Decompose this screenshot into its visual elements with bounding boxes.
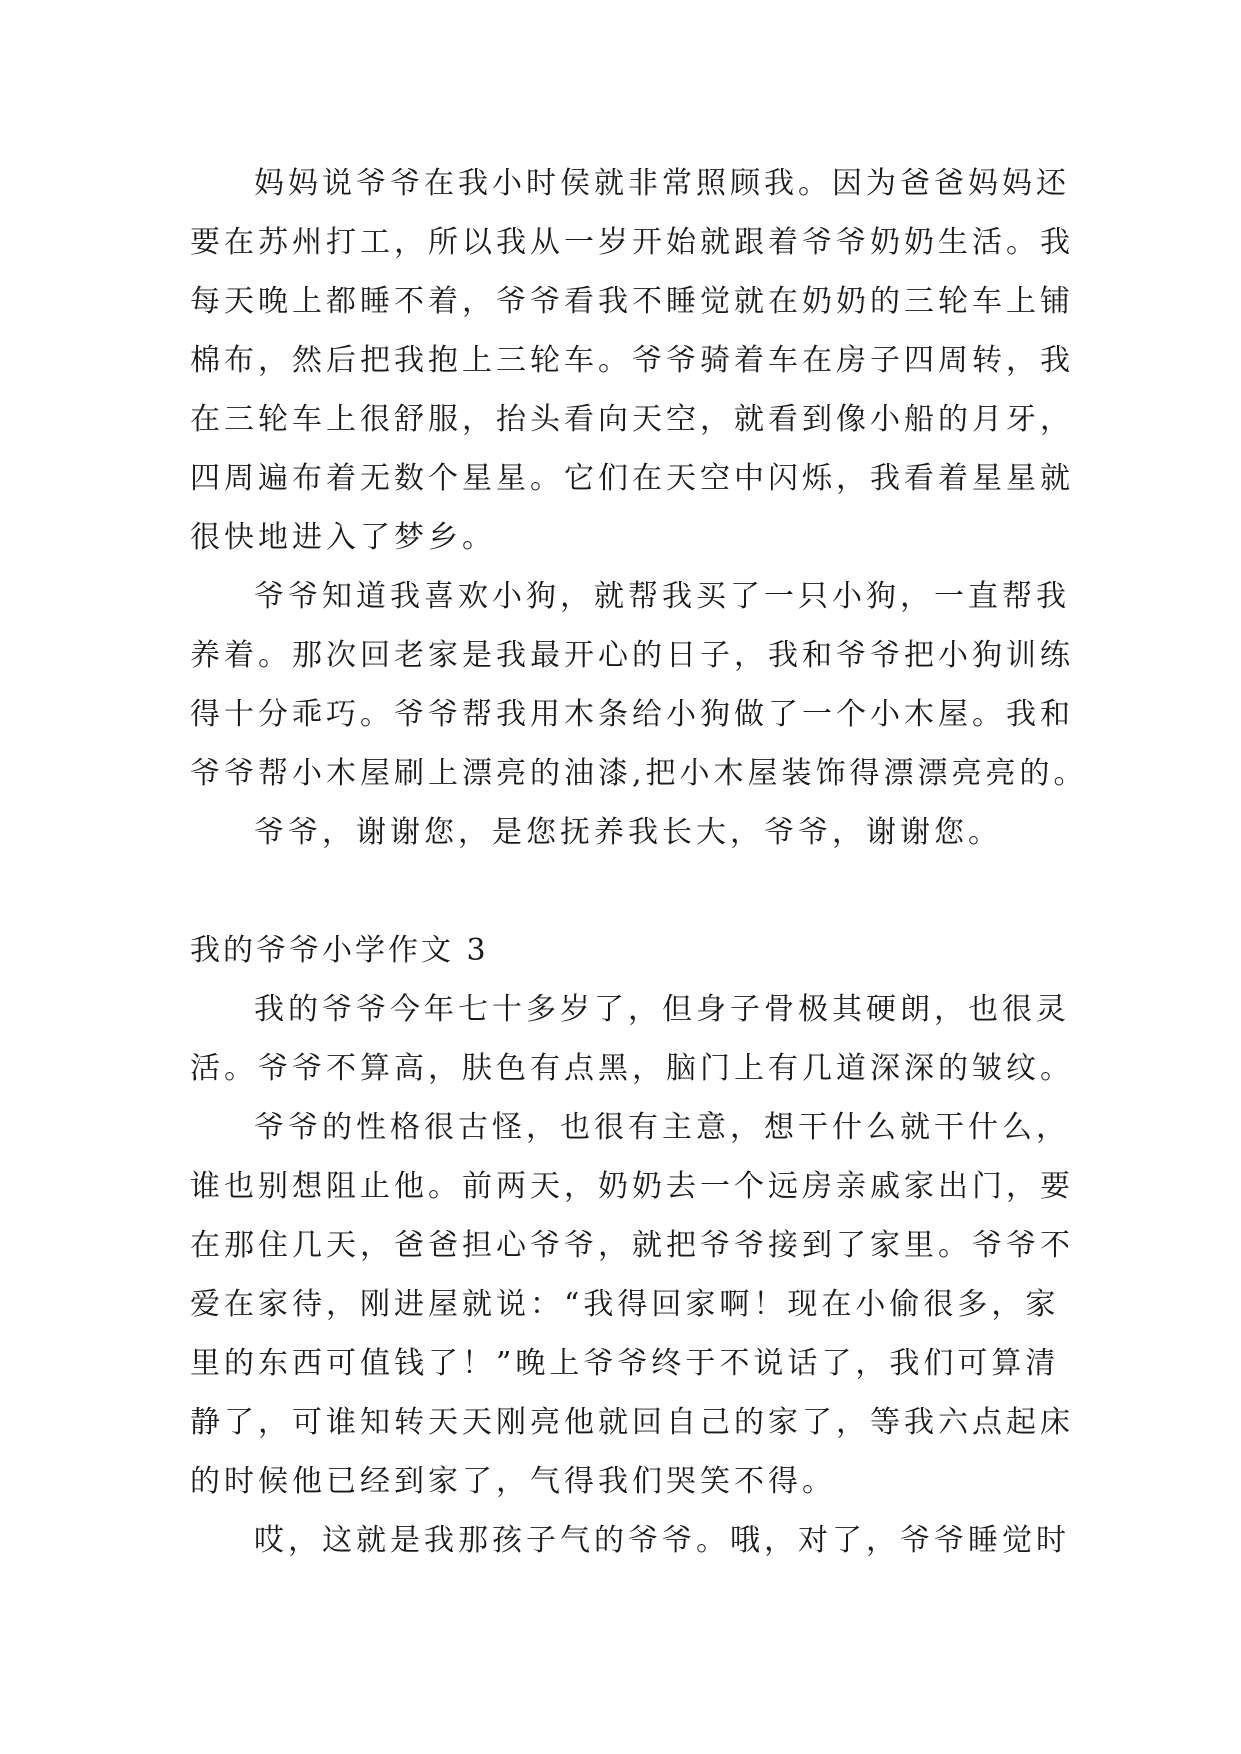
text-line: 妈妈说爷爷在我小时侯就非常照顾我。因为爸爸妈妈还 (254, 166, 1070, 201)
text-line: 在三轮车上很舒服，抬头看向天空，就看到像小船的月牙， (190, 402, 1074, 437)
paragraph-childish-grandpa (190, 1511, 1070, 1570)
text-line: 爱在家待，刚进屋就说：“我得回家啊！现在小偷很多，家 (190, 1287, 1060, 1322)
text-line: 爷爷帮小木屋刷上漂亮的油漆,把小木屋装饰得漂漂亮亮的。 (190, 756, 1088, 791)
text-line: 四周遍布着无数个星星。它们在天空中闪烁，我看着星星就 (190, 461, 1074, 496)
paragraph-grandpa-appearance (190, 980, 1074, 1098)
text-line: 静了，可谁知转天天刚亮他就回自己的家了，等我六点起床 (190, 1405, 1074, 1440)
document-body (190, 154, 1088, 1570)
text-line: 棉布，然后把我抱上三轮车。爷爷骑着车在房子四周转，我 (190, 343, 1074, 378)
text-line: 的时候他已经到家了，气得我们哭笑不得。 (190, 1464, 836, 1499)
paragraph-grandpa-personality (190, 1098, 1074, 1511)
text-line: 很快地进入了梦乡。 (190, 520, 496, 555)
essay-title: 我的爷爷小学作文 3 (190, 933, 489, 968)
text-line: 谁也别想阻止他。前两天，奶奶去一个远房亲戚家出门，要 (190, 1169, 1074, 1204)
text-line: 在那住几天，爸爸担心爷爷，就把爷爷接到了家里。爷爷不 (190, 1228, 1074, 1263)
text-line: 活。爷爷不算高，肤色有点黑，脑门上有几道深深的皱纹。 (190, 1051, 1074, 1086)
text-line: 得十分乖巧。爷爷帮我用木条给小狗做了一个小木屋。我和 (190, 697, 1074, 732)
text-line: 每天晚上都睡不着，爷爷看我不睡觉就在奶奶的三轮车上铺 (190, 284, 1074, 319)
text-line: 要在苏州打工，所以我从一岁开始就跟着爷爷奶奶生活。我 (190, 225, 1074, 260)
paragraph-thanks (190, 803, 1060, 862)
text-line: 哎，这就是我那孩子气的爷爷。哦，对了，爷爷睡觉时 (254, 1523, 1070, 1558)
text-line: 里的东西可值钱了！”晚上爷爷终于不说话了，我们可算清 (190, 1346, 1060, 1381)
text-line: 我的爷爷今年七十多岁了，但身子骨极其硬朗，也很灵 (254, 992, 1070, 1027)
text-line: 爷爷，谢谢您，是您抚养我长大，爷爷，谢谢您。 (254, 815, 1002, 850)
text-line: 爷爷的性格很古怪，也很有主意，想干什么就干什么， (254, 1110, 1070, 1145)
paragraph-puppy (190, 567, 1088, 803)
text-line: 爷爷知道我喜欢小狗，就帮我买了一只小狗，一直帮我 (254, 579, 1070, 614)
text-line: 养着。那次回老家是我最开心的日子，我和爷爷把小狗训练 (190, 638, 1074, 673)
paragraph-childhood-memory (190, 154, 1074, 567)
section-gap (190, 862, 1060, 921)
